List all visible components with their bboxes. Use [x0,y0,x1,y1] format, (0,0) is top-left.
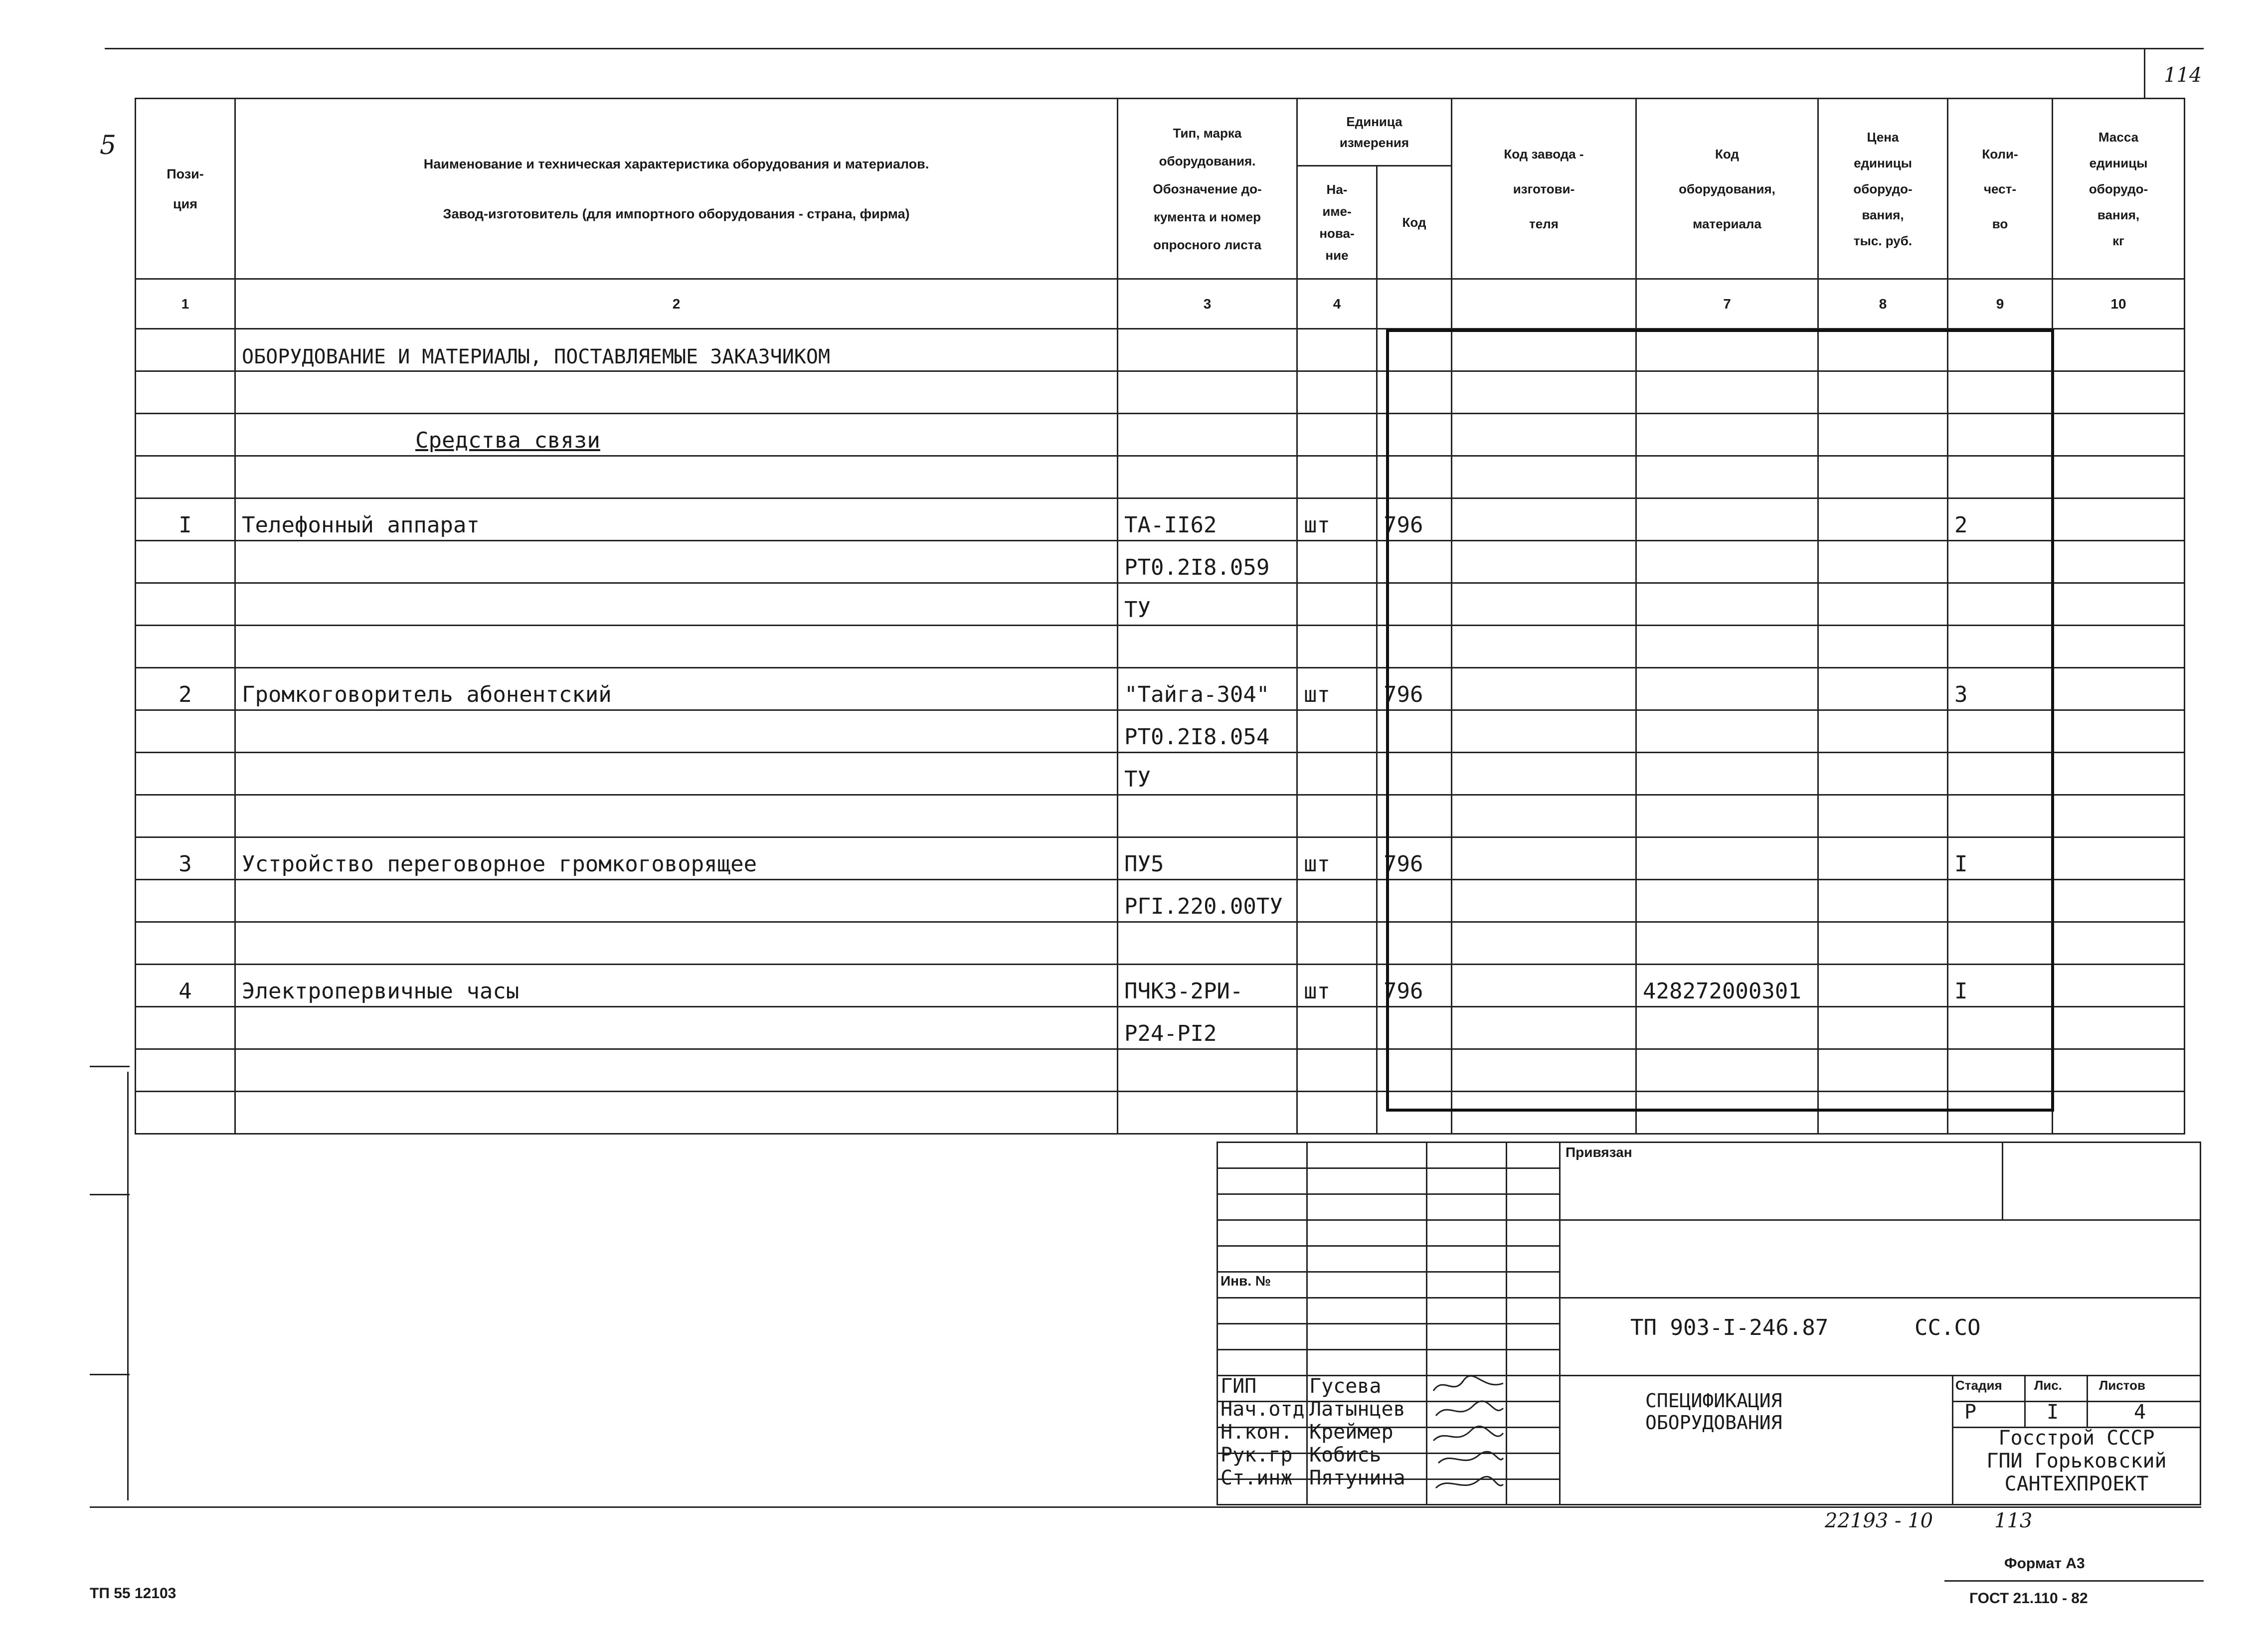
quantity-cell [1948,880,2053,922]
quantity-cell [1948,1049,2053,1092]
name-cell: ОБОРУДОВАНИЕ И МАТЕРИАЛЫ, ПОСТАВЛЯЕМЫЕ ЗАКАЗЧИКОМ [235,329,1118,371]
unit-code-cell [1377,710,1452,753]
factory-code-cell [1452,626,1636,668]
price-cell [1818,498,1948,541]
material-code-cell [1636,626,1818,668]
price-cell [1818,626,1948,668]
unit-cell [1297,880,1377,922]
mass-cell [2053,795,2185,837]
factory-code-cell [1452,583,1636,626]
quantity-cell [1948,541,2053,583]
grid-line [1952,1375,1953,1505]
org-line-2: ГПИ Горьковский [1986,1450,2167,1473]
factory-code-cell [1452,329,1636,371]
factory-code-cell [1452,880,1636,922]
factory-code-cell [1452,414,1636,456]
col-material-code-header: Код оборудования, материала [1636,99,1818,279]
price-cell [1818,1092,1948,1134]
mass-cell [2053,1007,2185,1049]
position-cell: I [136,498,235,541]
position-cell: 2 [136,668,235,710]
position-cell: 4 [136,965,235,1007]
unit-cell [1297,626,1377,668]
type-cell [1118,1092,1297,1134]
page-number-divider [2144,48,2145,98]
type-cell: Р24-РI2 [1118,1007,1297,1049]
names-column [1309,1375,1405,1489]
unit-cell [1297,1049,1377,1092]
unit-cell [1297,456,1377,498]
type-cell: ПЧКЗ-2РИ- [1118,965,1297,1007]
mass-cell [2053,626,2185,668]
title-line-1: СПЕЦИФИКАЦИЯ [1645,1390,1782,1412]
col-type-header: Тип, марка оборудования. Обозначение до- кумента и номер опросного листа [1118,99,1297,279]
mass-cell [2053,498,2185,541]
type-cell [1118,456,1297,498]
price-cell [1818,1049,1948,1092]
grid-line [1217,1271,1561,1273]
document-title [1645,1390,1782,1434]
table-row [136,371,2185,414]
quantity-cell [1948,922,2053,965]
unit-code-header: Код [1377,166,1452,279]
grid-line [1561,1375,2201,1376]
material-code-cell [1636,1007,1818,1049]
unit-cell [1297,922,1377,965]
footer-line [1944,1580,2204,1582]
name-cell [235,710,1118,753]
unit-cell [1297,710,1377,753]
col-factory-code-header: Код завода - изготови- теля [1452,99,1636,279]
mass-cell [2053,668,2185,710]
name-cell [235,1007,1118,1049]
name-cell [235,541,1118,583]
mass-cell [2053,371,2185,414]
material-code-cell [1636,668,1818,710]
material-code-cell [1636,414,1818,456]
mass-cell [2053,965,2185,1007]
material-code-cell [1636,710,1818,753]
column-numbers-row: 1 2 3 4 7 8 9 10 [136,279,2185,329]
table-row [136,922,2185,965]
unit-cell [1297,1007,1377,1049]
price-cell [1818,880,1948,922]
gost-label: ГОСТ 21.110 - 82 [1969,1590,2088,1607]
unit-cell [1297,795,1377,837]
unit-cell [1297,583,1377,626]
title-block [1217,1142,2201,1505]
table-row [136,498,2185,541]
unit-code-cell [1377,922,1452,965]
quantity-cell [1948,583,2053,626]
name-cell: Средства связи [235,414,1118,456]
unit-code-cell [1377,583,1452,626]
unit-code-cell: 796 [1377,965,1452,1007]
page-number: 114 [2164,64,2202,87]
quantity-cell [1948,1092,2053,1134]
quantity-cell [1948,456,2053,498]
document-suffix: СС.СО [1915,1315,1981,1340]
col-position-header: Пози- ция [136,99,235,279]
margin-tick [90,1374,130,1375]
title-line-2: ОБОРУДОВАНИЯ [1645,1412,1782,1434]
mass-cell [2053,880,2185,922]
sheet-label: Лис. [2034,1378,2062,1393]
unit-cell [1297,414,1377,456]
price-cell [1818,753,1948,795]
name-kreimer: Креймер [1309,1421,1394,1444]
mass-cell [2053,922,2185,965]
factory-code-cell [1452,837,1636,880]
position-cell [136,456,235,498]
grid-line [1217,1245,1561,1247]
name-cell: Устройство переговорное громкоговорящее [235,837,1118,880]
table-row [136,710,2185,753]
factory-code-cell [1452,753,1636,795]
unit-code-cell [1377,795,1452,837]
unit-code-cell [1377,456,1452,498]
archive-number: 22193 - 10 [1825,1509,1933,1532]
top-border [105,48,2204,49]
margin-tick [90,1066,130,1067]
position-cell [136,710,235,753]
position-cell [136,1049,235,1092]
position-cell: 3 [136,837,235,880]
mass-cell [2053,414,2185,456]
material-code-cell [1636,456,1818,498]
grid-line [1217,1219,1561,1221]
name-latyntsev: Латынцев [1309,1398,1405,1421]
unit-cell [1297,371,1377,414]
unit-code-cell [1377,371,1452,414]
price-cell [1818,456,1948,498]
type-cell: РТ0.2I8.054 [1118,710,1297,753]
unit-code-cell [1377,753,1452,795]
unit-code-cell [1377,1049,1452,1092]
stage-label: Стадия [1955,1378,2002,1393]
left-frame [127,1072,129,1500]
name-cell [235,1049,1118,1092]
spec-body [136,329,2185,1134]
grid-line [1217,1349,1561,1350]
name-cell [235,880,1118,922]
factory-code-cell [1452,456,1636,498]
quantity-cell [1948,753,2053,795]
material-code-cell [1636,837,1818,880]
price-cell [1818,329,1948,371]
quantity-cell [1948,371,2053,414]
position-cell [136,1007,235,1049]
footer-page-number: 113 [1994,1509,2033,1532]
unit-code-cell: 796 [1377,837,1452,880]
unit-code-cell: 796 [1377,498,1452,541]
position-cell [136,329,235,371]
name-cell [235,922,1118,965]
table-row [136,1007,2185,1049]
table-row [136,795,2185,837]
org-line-1: Госстрой СССР [1998,1427,2155,1450]
factory-code-cell [1452,1049,1636,1092]
grid-line [1952,1401,2201,1402]
name-cell [235,795,1118,837]
material-code-cell [1636,371,1818,414]
stage-value: Р [1964,1401,1977,1424]
type-cell: ТА-II62 [1118,498,1297,541]
position-cell [136,583,235,626]
quantity-cell [1948,1007,2053,1049]
grid-line [2024,1375,2026,1427]
name-cell [235,626,1118,668]
table-row [136,1049,2185,1092]
type-cell [1118,626,1297,668]
price-cell [1818,583,1948,626]
tp-code: ТП 55 12103 [90,1585,176,1602]
grid-line [1561,1219,2201,1221]
material-code-cell [1636,1092,1818,1134]
sheets-value: 4 [2134,1401,2146,1424]
quantity-cell [1948,626,2053,668]
unit-cell [1297,1092,1377,1134]
position-cell [136,541,235,583]
unit-cell [1297,541,1377,583]
factory-code-cell [1452,965,1636,1007]
factory-code-cell [1452,371,1636,414]
position-cell [136,753,235,795]
name-cell: Громкоговоритель абонентский [235,668,1118,710]
grid-line [1217,1297,1561,1299]
left-margin-mark: 5 [100,131,117,161]
type-cell: ТУ [1118,753,1297,795]
sheet-value: I [2047,1401,2059,1424]
material-code-cell [1636,329,1818,371]
unit-cell: шт [1297,668,1377,710]
grid-line [1217,1323,1561,1324]
unit-cell [1297,329,1377,371]
unit-cell: шт [1297,965,1377,1007]
mass-cell [2053,541,2185,583]
quantity-cell [1948,795,2053,837]
name-cell: Телефонный аппарат [235,498,1118,541]
material-code-cell [1636,498,1818,541]
inv-label: Инв. № [1221,1273,1271,1289]
type-cell [1118,371,1297,414]
position-cell [136,880,235,922]
material-code-cell [1636,922,1818,965]
unit-cell: шт [1297,837,1377,880]
factory-code-cell [1452,668,1636,710]
quantity-cell [1948,414,2053,456]
factory-code-cell [1452,1007,1636,1049]
roles-column [1221,1375,1305,1489]
material-code-cell [1636,541,1818,583]
type-cell: ТУ [1118,583,1297,626]
type-cell [1118,414,1297,456]
position-cell [136,371,235,414]
col-quantity-header: Коли- чест- во [1948,99,2053,279]
grid-line [1217,1167,1561,1169]
position-cell [136,922,235,965]
name-cell [235,456,1118,498]
role-nach: Нач.отд [1221,1398,1305,1421]
unit-code-cell [1377,329,1452,371]
role-gip: ГИП [1221,1375,1257,1398]
material-code-cell [1636,795,1818,837]
grid-line [1561,1297,2201,1299]
mass-cell [2053,1092,2185,1134]
table-row [136,583,2185,626]
signatures-icon [1428,1371,1508,1500]
unit-code-cell [1377,1007,1452,1049]
table-row [136,668,2185,710]
type-cell [1118,329,1297,371]
quantity-cell: I [1948,965,2053,1007]
quantity-cell [1948,710,2053,753]
material-code-cell [1636,753,1818,795]
privyazan-label: Привязан [1566,1145,1632,1160]
type-cell [1118,795,1297,837]
price-cell [1818,710,1948,753]
grid-line [1217,1193,1561,1195]
price-cell [1818,541,1948,583]
price-cell [1818,668,1948,710]
factory-code-cell [1452,795,1636,837]
name-cell [235,753,1118,795]
col-name-header: Наименование и техническая характеристика оборудования и материалов. Завод-изготовитель (для импортного оборудования - страна, фирма) [235,99,1118,279]
factory-code-cell [1452,710,1636,753]
organization [1954,1427,2199,1495]
unit-group-header: Единица измерения [1297,99,1452,166]
quantity-cell: I [1948,837,2053,880]
table-row [136,541,2185,583]
material-code-cell: 428272000301 [1636,965,1818,1007]
table-row [136,837,2185,880]
type-cell: ПУ5 [1118,837,1297,880]
table-row [136,414,2185,456]
table-row [136,456,2185,498]
position-cell [136,1092,235,1134]
unit-code-cell [1377,626,1452,668]
unit-code-cell [1377,1092,1452,1134]
role-stinzh: Ст.инж [1221,1467,1293,1489]
quantity-cell: 3 [1948,668,2053,710]
price-cell [1818,922,1948,965]
name-pyatunina: Пятунина [1309,1467,1405,1489]
mass-cell [2053,710,2185,753]
mass-cell [2053,329,2185,371]
position-cell [136,626,235,668]
grid-line [2002,1142,2003,1219]
unit-cell [1297,753,1377,795]
unit-code-cell: 796 [1377,668,1452,710]
table-row [136,1092,2185,1134]
table-row [136,880,2185,922]
grid-line [2087,1375,2088,1427]
bottom-frame [90,1506,2201,1508]
unit-cell: шт [1297,498,1377,541]
material-code-cell [1636,583,1818,626]
table-row [136,626,2185,668]
mass-cell [2053,456,2185,498]
unit-code-cell [1377,414,1452,456]
role-ruk: Рук.гр [1221,1444,1293,1467]
document-code: ТП 903-I-246.87 [1630,1315,1829,1340]
price-cell [1818,795,1948,837]
material-code-cell [1636,880,1818,922]
unit-code-cell [1377,541,1452,583]
type-cell: РТ0.2I8.059 [1118,541,1297,583]
quantity-cell: 2 [1948,498,2053,541]
mass-cell [2053,753,2185,795]
mass-cell [2053,837,2185,880]
format-label: Формат А3 [2004,1555,2085,1572]
mass-cell [2053,1049,2185,1092]
price-cell [1818,414,1948,456]
role-nkon: Н.кон. [1221,1421,1293,1444]
sheets-label: Листов [2099,1378,2145,1393]
type-cell [1118,922,1297,965]
table-row [136,753,2185,795]
factory-code-cell [1452,922,1636,965]
price-cell [1818,371,1948,414]
name-cell [235,371,1118,414]
position-cell [136,795,235,837]
table-row [136,329,2185,371]
name-cell [235,1092,1118,1134]
spec-table [135,98,2185,1135]
margin-tick [90,1194,130,1195]
col-price-header: Цена единицы оборудо- вания, тыс. руб. [1818,99,1948,279]
material-code-cell [1636,1049,1818,1092]
table-row [136,965,2185,1007]
name-kobis: Кобись [1309,1444,1382,1467]
name-cell: Электропервичные часы [235,965,1118,1007]
factory-code-cell [1452,1092,1636,1134]
type-cell: "Тайга-304" [1118,668,1297,710]
unit-code-cell [1377,880,1452,922]
name-guseva: Гусева [1309,1375,1382,1398]
type-cell: РГI.220.00ТУ [1118,880,1297,922]
price-cell [1818,1007,1948,1049]
factory-code-cell [1452,498,1636,541]
quantity-cell [1948,329,2053,371]
name-cell [235,583,1118,626]
mass-cell [2053,583,2185,626]
unit-name-header: На- име- нова- ние [1297,166,1377,279]
col-mass-header: Масса единицы оборудо- вания, кг [2053,99,2185,279]
price-cell [1818,965,1948,1007]
org-line-3: САНТЕХПРОЕКТ [2004,1473,2149,1495]
factory-code-cell [1452,541,1636,583]
price-cell [1818,837,1948,880]
position-cell [136,414,235,456]
type-cell [1118,1049,1297,1092]
